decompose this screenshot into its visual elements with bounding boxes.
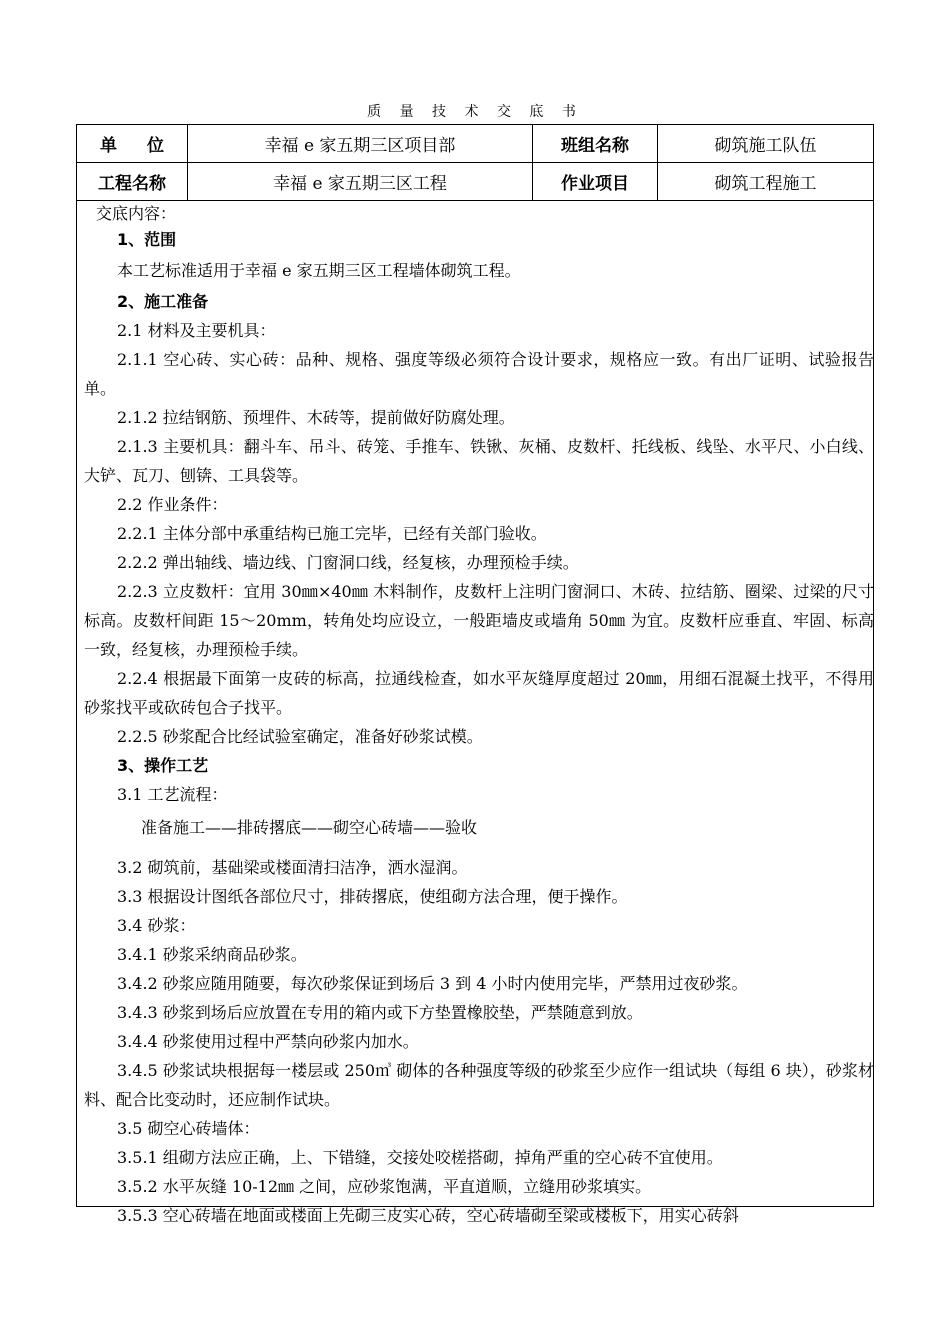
paragraph: 3.5.2 水平灰缝 10-12㎜ 之间，应砂浆饱满，平直道顺，立缝用砂浆填实。 xyxy=(117,1177,652,1196)
content-intro: 交底内容： xyxy=(96,204,177,223)
project-value: 幸福 e 家五期三区工程 xyxy=(188,163,533,200)
header-row-1 xyxy=(77,125,873,163)
paragraph: 3.5.1 组砌方法应正确，上、下错缝，交接处咬槎搭砌，掉角严重的空心砖不宜使用。 xyxy=(117,1148,723,1167)
paragraph: 3.5 砌空心砖墙体： xyxy=(117,1119,260,1138)
section-heading-process: 3、操作工艺 xyxy=(117,756,209,775)
paragraph: 2.2.1 主体分部中承重结构已施工完毕，已经有关部门验收。 xyxy=(117,524,547,543)
unit-label: 单 位 xyxy=(77,125,188,162)
paragraph: 2.2 作业条件： xyxy=(117,495,228,514)
unit-value: 幸福 e 家五期三区项目部 xyxy=(188,125,533,162)
disclosure-form xyxy=(76,124,874,1225)
paragraph: 2.1.3 主要机具：翻斗车、吊斗、砖笼、手推车、铁锹、灰桶、皮数杆、托线板、线坠、水平尺、小白线、大铲、瓦刀、刨锛、工具袋等。 xyxy=(84,437,874,485)
paragraph: 3.3 根据设计图纸各部位尺寸，排砖撂底，使组砌方法合理，便于操作。 xyxy=(117,887,628,906)
process-flow: 准备施工——排砖撂底——砌空心砖墙——验收 xyxy=(141,818,478,837)
paragraph: 2.2.4 根据最下面第一皮砖的标高，拉通线检查，如水平灰缝厚度超过 20㎜，用细石混凝土找平，不得用砂浆找平或砍砖包合子找平。 xyxy=(84,669,874,717)
paragraph: 2.1.2 拉结钢筋、预埋件、木砖等，提前做好防腐处理。 xyxy=(117,408,515,427)
paragraph: 3.4.3 砂浆到场后应放置在专用的箱内或下方垫置橡胶垫，严禁随意到放。 xyxy=(117,1003,643,1022)
paragraph: 3.5.3 空心砖墙在地面或楼面上先砌三皮实心砖，空心砖墙砌至梁或楼板下，用实心砖斜 xyxy=(117,1206,739,1225)
paragraph: 3.1 工艺流程： xyxy=(117,785,228,804)
paragraph: 2.2.2 弹出轴线、墙边线、门窗洞口线，经复核，办理预检手续。 xyxy=(117,553,579,572)
paragraph: 2.2.3 立皮数杆：宜用 30㎜×40㎜ 木料制作，皮数杆上注明门窗洞口、木砖、拉结筋、圈梁、过梁的尺寸标高。皮数杆间距 15～20mm，转角处均应设立，一般距墙皮或墙角 50㎜ 为宜。皮数杆应垂直、牢固、标高一致，经复核，办理预检手续。 xyxy=(84,582,874,659)
paragraph: 3.4.4 砂浆使用过程中严禁向砂浆内加水。 xyxy=(117,1032,419,1051)
section-heading-scope: 1、范围 xyxy=(117,230,177,249)
paragraph: 3.4.5 砂浆试块根据每一楼层或 250㎥ 砌体的各种强度等级的砂浆至少应作一组试块（每组 6 块），砂浆材料、配合比变动时，还应制作试块。 xyxy=(84,1061,874,1109)
paragraph: 3.4.1 砂浆采纳商品砂浆。 xyxy=(117,945,307,964)
document-title: 质 量 技 术 交 底 书 xyxy=(367,104,583,120)
paragraph: 2.1 材料及主要机具： xyxy=(117,321,276,340)
team-label: 班组名称 xyxy=(533,125,658,162)
task-label: 作业项目 xyxy=(533,163,658,200)
task-value: 砌筑工程施工 xyxy=(714,174,817,194)
paragraph: 2.2.5 砂浆配合比经试验室确定，准备好砂浆试模。 xyxy=(117,727,483,746)
paragraph: 3.2 砌筑前，基础梁或楼面清扫洁净，洒水湿润。 xyxy=(117,858,468,877)
paragraph: 3.4.2 砂浆应随用随要，每次砂浆保证到场后 3 到 4 小时内使用完毕，严禁用过夜砂浆。 xyxy=(117,974,748,993)
disclosure-content xyxy=(84,203,874,1230)
paragraph: 3.4 砂浆： xyxy=(117,916,196,935)
section-heading-preparation: 2、施工准备 xyxy=(117,292,209,311)
paragraph: 本工艺标准适用于幸福 e 家五期三区工程墙体砌筑工程。 xyxy=(117,261,521,280)
project-label: 工程名称 xyxy=(77,163,188,200)
header-row-2 xyxy=(77,163,873,201)
team-value: 砌筑施工队伍 xyxy=(714,136,817,156)
paragraph: 2.1.1 空心砖、实心砖：品种、规格、强度等级必须符合设计要求，规格应一致。有出厂证明、试验报告单。 xyxy=(84,350,874,398)
